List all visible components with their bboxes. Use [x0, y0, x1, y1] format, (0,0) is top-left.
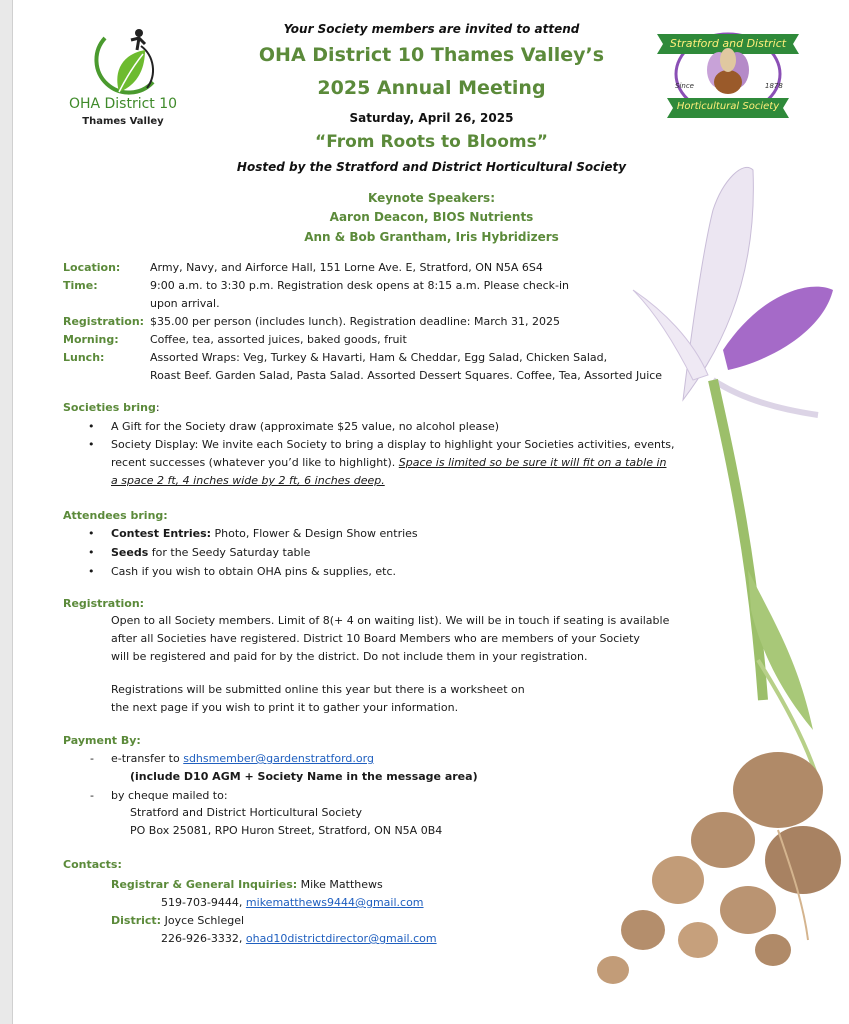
- payment-cheque: by cheque mailed to:: [111, 789, 228, 802]
- attendees-contest-bold: Contest Entries:: [111, 527, 212, 540]
- attendees-seeds-bold: Seeds: [111, 546, 149, 559]
- registration-p1-line2: after all Societies have registered. District 10 Board Members who are members of your Society: [111, 632, 640, 645]
- payment-dash-2: -: [90, 789, 94, 802]
- contact-district-details: [161, 930, 437, 948]
- attendees-contest-rest: Photo, Flower & Design Show entries: [211, 527, 418, 540]
- sdhs-logo-bottom: Horticultural Society: [676, 101, 780, 112]
- registrar-name: Mike Matthews: [297, 878, 383, 891]
- societies-heading-colon: :: [155, 401, 160, 414]
- registrar-label: Registrar & General Inquiries:: [111, 878, 298, 891]
- etransfer-note: (include D10 AGM + Society Name in the message area): [130, 770, 478, 783]
- societies-heading-text: Societies bring: [63, 401, 156, 414]
- keynote-speaker-1: Aaron Deacon, BIOS Nutrients: [329, 210, 534, 224]
- keynote-speaker-2: Ann & Bob Grantham, Iris Hybridizers: [304, 230, 559, 244]
- attendees-seeds-rest: for the Seedy Saturday table: [148, 546, 311, 559]
- sdhs-logo-year: 1878: [765, 82, 783, 90]
- keynote-heading: Keynote Speakers:: [367, 191, 495, 205]
- morning-label: Morning:: [63, 333, 119, 346]
- registration-p2-line1: Registrations will be submitted online this year but there is a worksheet on: [111, 683, 525, 696]
- cheque-address-line1: Stratford and District Horticultural Society: [130, 806, 362, 819]
- etransfer-prefix: e-transfer to: [111, 752, 184, 765]
- district-email-link[interactable]: ohad10districtdirector@gmail.com: [245, 932, 437, 945]
- district-label: District:: [111, 914, 162, 927]
- registration-value: $35.00 per person (includes lunch). Registration deadline: March 31, 2025: [150, 315, 561, 328]
- contacts-heading: Contacts:: [63, 858, 122, 871]
- etransfer-email-link[interactable]: sdhsmember@gardenstratford.org: [183, 752, 374, 765]
- oha-logo-name: OHA District 10: [68, 96, 178, 112]
- time-value-line2: upon arrival.: [150, 297, 220, 310]
- attendees-item-cash: [88, 563, 396, 581]
- location-value: Army, Navy, and Airforce Hall, 151 Lorne Ave. E, Stratford, ON N5A 6S4: [150, 261, 543, 274]
- societies-item-gift: [88, 418, 499, 436]
- attendees-heading: Attendees bring:: [63, 509, 168, 522]
- registration-p1-line3: will be registered and paid for by the district. Do not include them in your registration.: [111, 650, 588, 663]
- payment-etransfer: [111, 750, 374, 768]
- sdhs-logo-since: Since: [675, 82, 694, 90]
- host-line: Hosted by the Stratford and District Horticultural Society: [236, 160, 627, 174]
- payment-dash-1: -: [90, 752, 94, 765]
- district-phone: 226-926-3332,: [161, 932, 246, 945]
- registration-p1-line1: Open to all Society members. Limit of 8(+ 4 on waiting list). We will be in touch if seating is available: [111, 614, 670, 627]
- morning-value: Coffee, tea, assorted juices, baked goods, fruit: [150, 333, 407, 346]
- societies-heading: [63, 401, 160, 414]
- district-name: Joyce Schlegel: [161, 914, 245, 927]
- societies-display-line3: a space 2 ft, 4 inches wide by 2 ft, 6 inches deep.: [111, 474, 385, 487]
- attendees-item-contest: [88, 525, 418, 543]
- sdhs-logo-top: Stratford and District: [669, 37, 787, 50]
- contact-registrar: [111, 876, 383, 894]
- attendees-cash-text: • Cash if you wish to obtain OHA pins & supplies, etc.: [111, 565, 396, 578]
- registration-paragraph-1: [111, 612, 711, 666]
- societies-display-line2a: recent successes (whatever you’d like to highlight).: [111, 456, 399, 469]
- societies-item-display: [88, 436, 688, 490]
- payment-heading: Payment By:: [63, 734, 141, 747]
- lunch-label: Lunch:: [63, 351, 105, 364]
- registration-label: Registration:: [63, 315, 145, 328]
- registration-heading: Registration:: [63, 597, 145, 610]
- time-value-line1: 9:00 a.m. to 3:30 p.m. Registration desk opens at 8:15 a.m. Please check-in: [150, 279, 570, 292]
- registration-paragraph-2: [111, 681, 711, 717]
- societies-display-line2b: Space is limited so be sure it will fit on a table in: [398, 456, 667, 469]
- lunch-value-line2: Roast Beef. Garden Salad, Pasta Salad. Assorted Dessert Squares. Coffee, Tea, Assorted Juice: [150, 369, 663, 382]
- registration-p2-line2: the next page if you wish to print it to gather your information.: [111, 701, 459, 714]
- cheque-address-line2: PO Box 25081, RPO Huron Street, Stratford, ON N5A 0B4: [130, 824, 443, 837]
- time-label: Time:: [63, 279, 98, 292]
- event-title-line2: 2025 Annual Meeting: [317, 77, 546, 99]
- event-title-line1: OHA District 10 Thames Valley’s: [258, 44, 605, 66]
- event-theme: “From Roots to Blooms”: [315, 132, 548, 152]
- location-label: Location:: [63, 261, 121, 274]
- societies-display-line1: • Society Display: We invite each Society to bring a display to highlight your Societies activities, events,: [111, 438, 675, 451]
- oha-logo-sub: Thames Valley: [82, 116, 164, 127]
- attendees-item-seeds: [88, 544, 310, 562]
- registrar-email-link[interactable]: mikematthews9444@gmail.com: [245, 896, 424, 909]
- societies-item-gift-text: • A Gift for the Society draw (approximate $25 value, no alcohol please): [111, 420, 500, 433]
- invite-line: Your Society members are invited to attend: [283, 22, 580, 36]
- lunch-value-line1: Assorted Wraps: Veg, Turkey & Havarti, Ham & Cheddar, Egg Salad, Chicken Salad,: [150, 351, 608, 364]
- societies-display-line2: [88, 454, 688, 472]
- document-page: [12, 0, 849, 1024]
- contact-registrar-details: [161, 894, 424, 912]
- event-date: Saturday, April 26, 2025: [349, 111, 514, 125]
- contact-district: [111, 912, 244, 930]
- registrar-phone: 519-703-9444,: [161, 896, 246, 909]
